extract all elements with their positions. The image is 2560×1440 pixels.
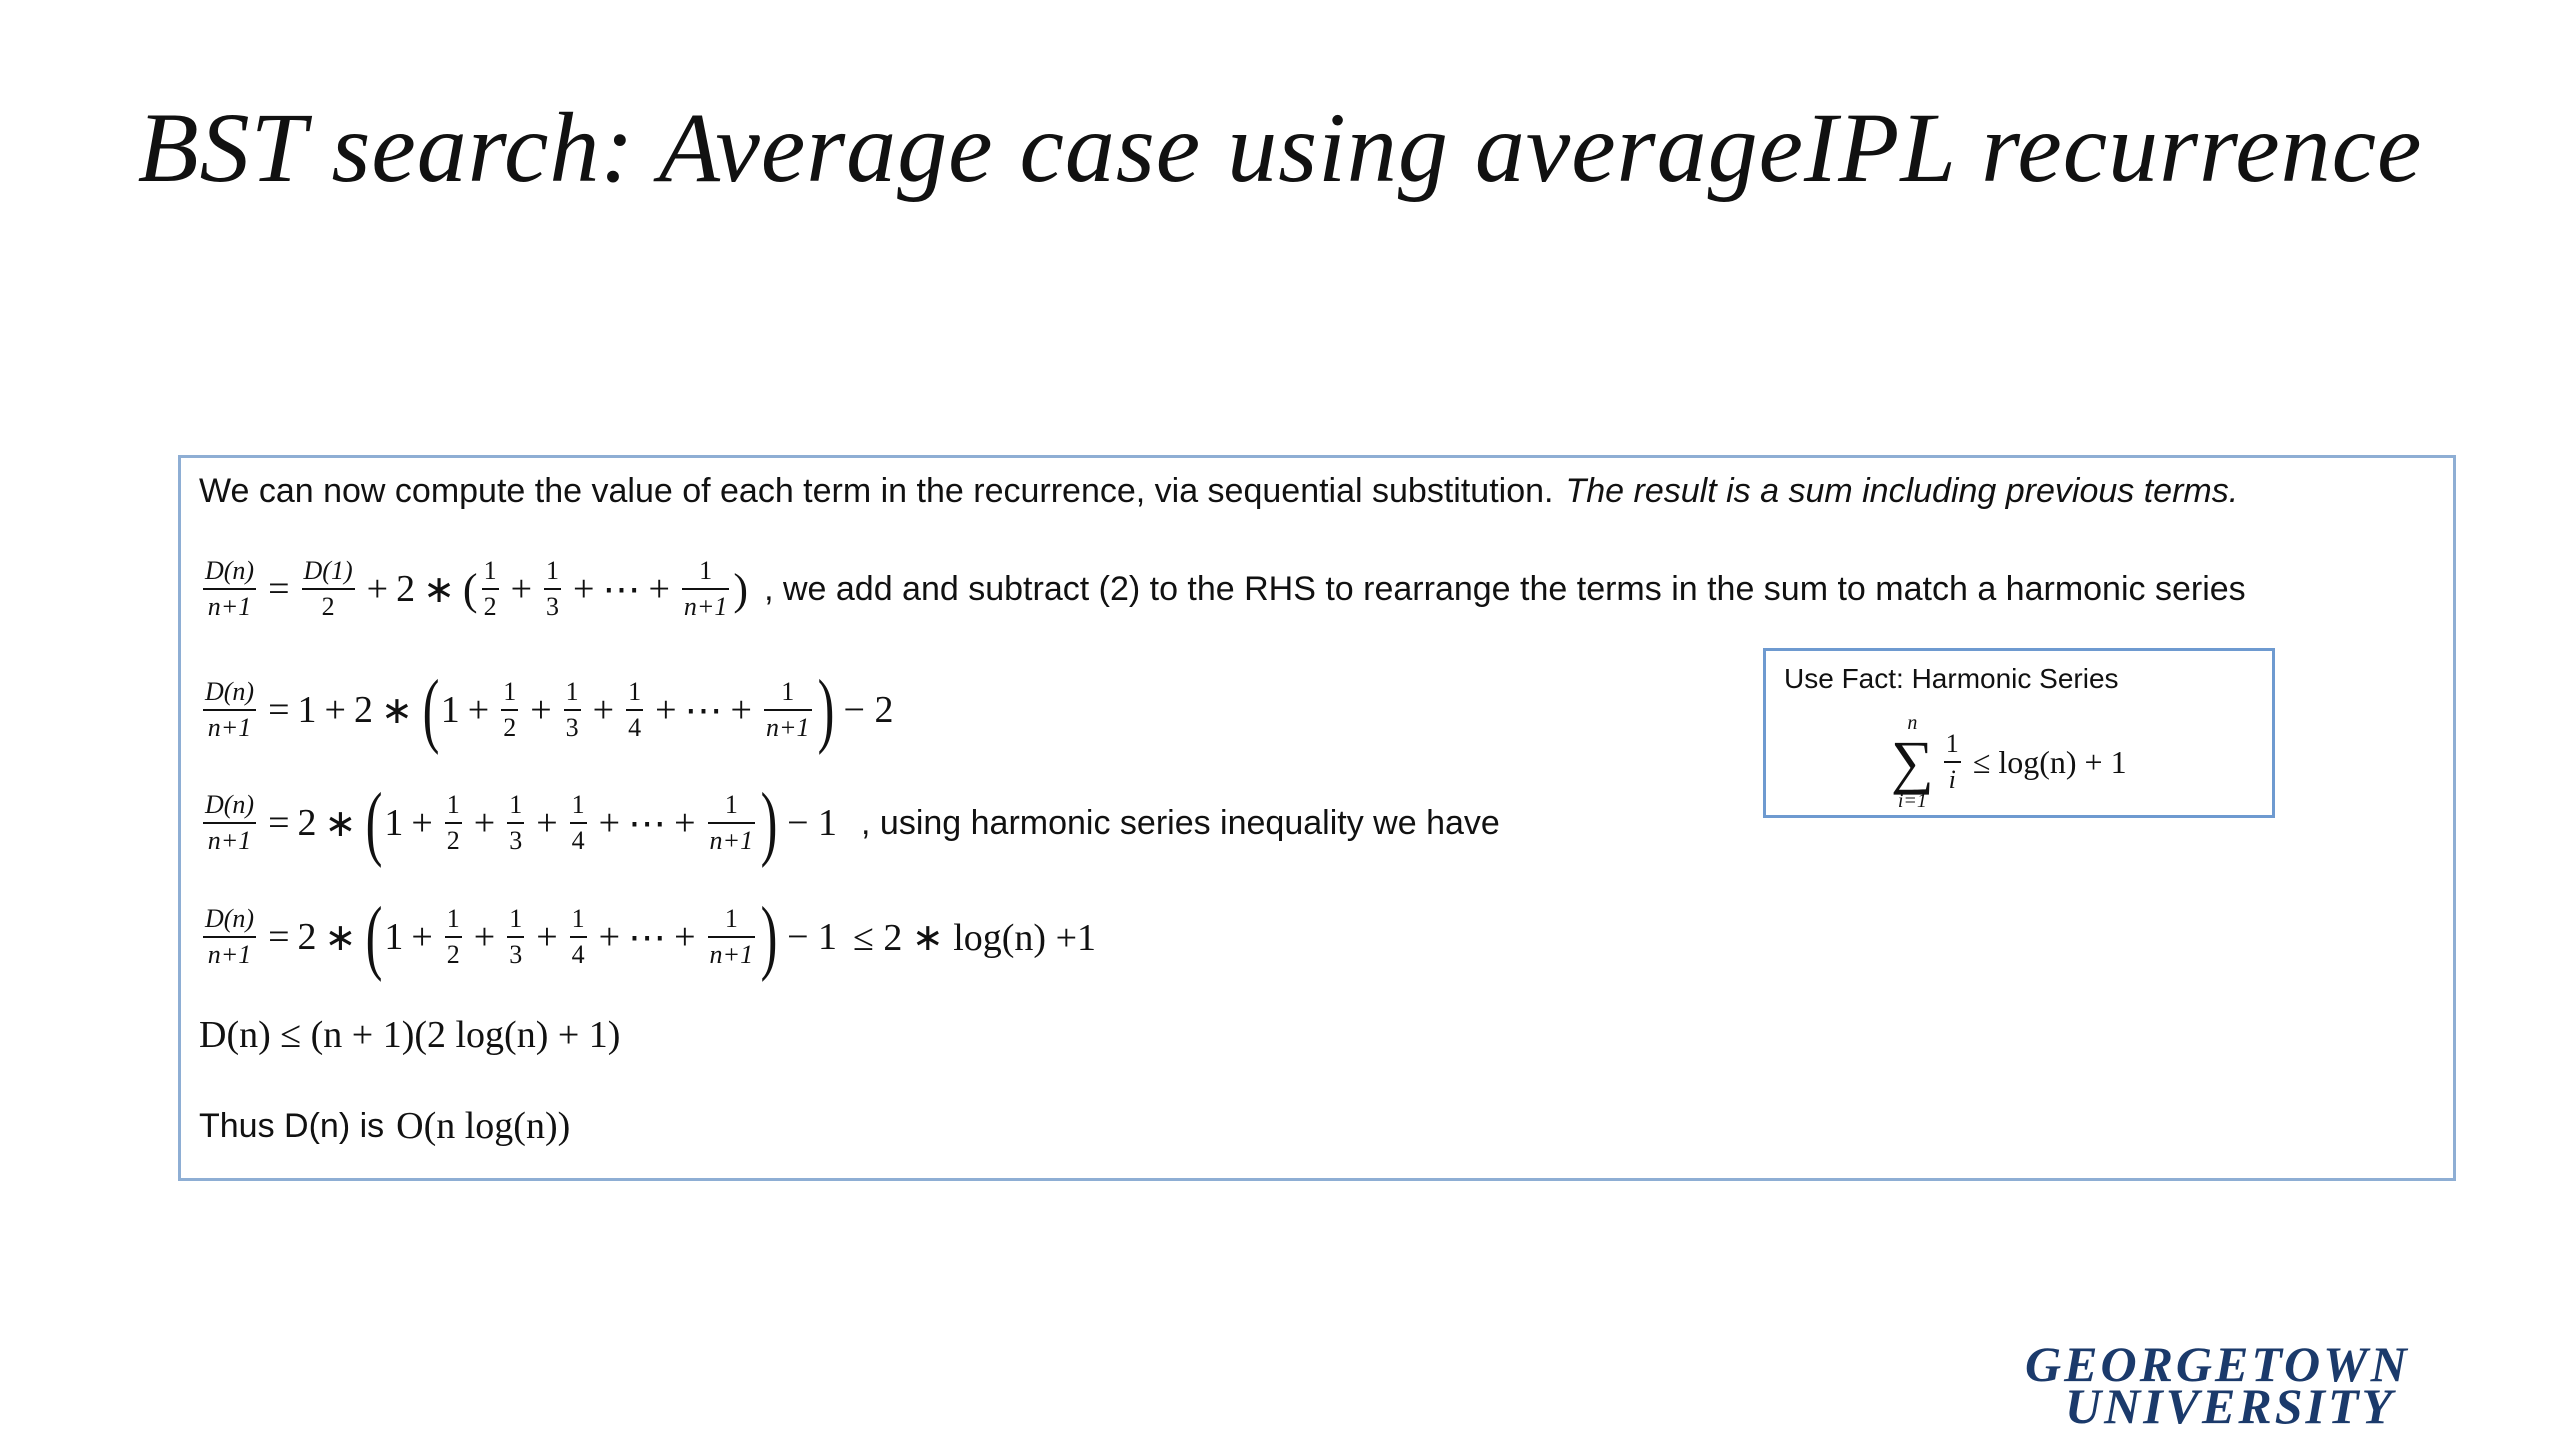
- harmonic-formula: n ∑ i=1 $\frac{1}{i}$ ≤ log(n) + 1: [1891, 712, 2127, 812]
- equation-1: $\frac{D(n)}{n+1}$ = $\frac{D(1)}{2}$ + 2 ∗ ( $\frac{1}{2}$ + $\frac{1}{3}$ + ⋯ + $\frac{1}{n+1}$ ) , we add and subtract (2) to the RHS to rearrange the terms in the sum to match a harmonic series: [205, 556, 2246, 621]
- equation-1-note: , we add and subtract (2) to the RHS to rearrange the terms in the sum to match a harmonic series: [764, 569, 2246, 608]
- conclusion-line: [199, 1104, 570, 1148]
- equation-4: $\frac{D(n)}{n+1}$ = 2 ∗ ( 1 + $\frac{1}{2}$ + $\frac{1}{3}$ + $\frac{1}{4}$ + ⋯ + $\frac{1}{n+1}$ ) − 1 ≤ 2 ∗ log(n) +1: [205, 890, 1097, 983]
- equation-3: $\frac{D(n)}{n+1}$ = 2 ∗ ( 1 + $\frac{1}{2}$ + $\frac{1}{3}$ + $\frac{1}{4}$ + ⋯ + $\frac{1}{n+1}$ ) − 1 , using harmonic series inequality we have: [205, 776, 1500, 869]
- equation-4-tail: ≤ 2 ∗ log(n) +1: [853, 916, 1097, 959]
- equation-3-note: , using harmonic series inequality we have: [861, 803, 1500, 842]
- fraction-d1-over-2: $\frac{D(1)}{2}$: [303, 556, 353, 621]
- logo-line-1: GEORGETOWN: [2025, 1336, 2410, 1392]
- equation-2: $\frac{D(n)}{n+1}$ = 1 + 2 ∗ ( 1 + $\frac{1}{2}$ + $\frac{1}{3}$ + $\frac{1}{4}$ + ⋯ + $\frac{1}{n+1}$ ) − 2: [205, 663, 894, 756]
- fact-rhs: ≤ log(n) + 1: [1972, 743, 2127, 780]
- fact-title: Use Fact: Harmonic Series: [1784, 663, 2119, 694]
- logo-line-2: UNIVERSITY: [2065, 1378, 2396, 1434]
- intro-emphasis: The result is a sum including previous terms.: [1565, 472, 2239, 510]
- fraction-dn-over-n1: $\frac{D(n)}{n+1}$: [205, 556, 255, 621]
- inequality-line: D(n) ≤ (n + 1)(2 log(n) + 1): [199, 1014, 621, 1056]
- harmonic-fact-box: [1763, 648, 2275, 818]
- conclusion-bigo: O(n log(n)): [396, 1105, 571, 1147]
- slide-title: BST search: Average case using averageIPL recurrence: [137, 92, 2423, 203]
- derivation-box: [178, 455, 2456, 1181]
- intro-sentence: We can now compute the value of each term in the recurrence, via sequential substitution.: [199, 472, 1554, 510]
- intro-text: [199, 472, 2238, 511]
- georgetown-logo: [2025, 1335, 2515, 1434]
- conclusion-prefix: Thus D(n) is: [199, 1106, 385, 1145]
- sigma-symbol: n ∑ i=1: [1891, 712, 1934, 812]
